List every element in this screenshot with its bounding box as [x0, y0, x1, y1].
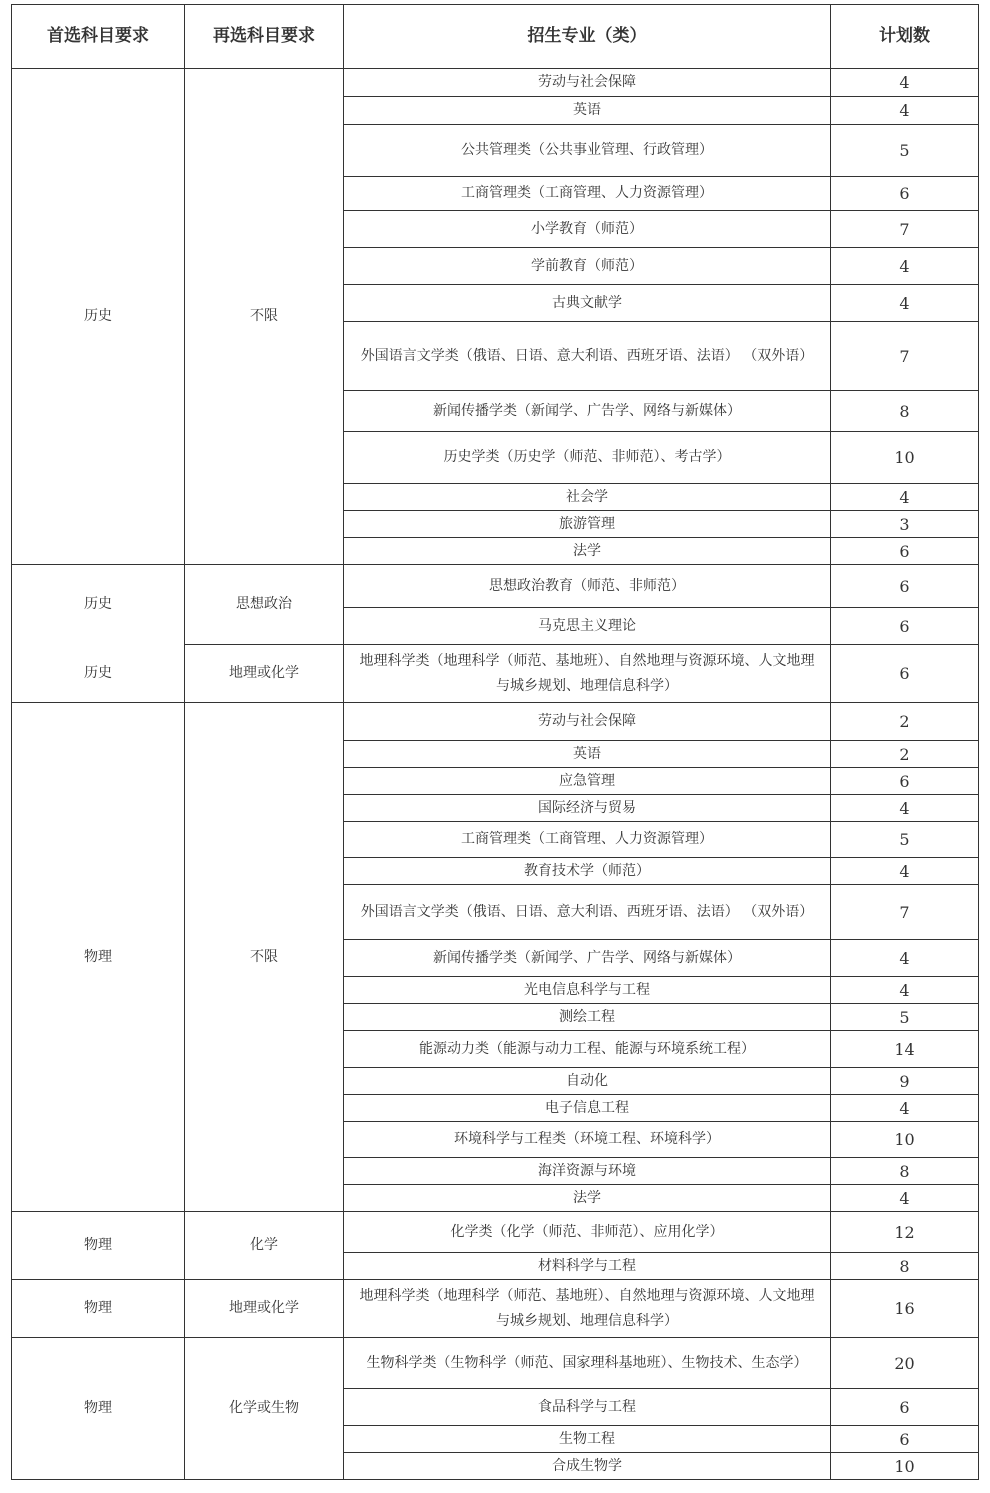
plan-count-cell: 4	[831, 248, 979, 285]
major-cell: 小学教育（师范）	[344, 211, 831, 248]
plan-count-cell: 16	[831, 1280, 979, 1338]
second-subject-cell: 地理或化学	[185, 1280, 344, 1338]
major-cell: 测绘工程	[344, 1004, 831, 1031]
major-cell: 国际经济与贸易	[344, 795, 831, 822]
header-major: 招生专业（类）	[344, 5, 831, 69]
plan-count-cell: 4	[831, 285, 979, 322]
major-cell: 能源动力类（能源与动力工程、能源与环境系统工程）	[344, 1031, 831, 1068]
major-cell: 历史学类（历史学（师范、非师范）、考古学）	[344, 432, 831, 484]
major-cell: 光电信息科学与工程	[344, 977, 831, 1004]
major-cell: 生物科学类（生物科学（师范、国家理科基地班）、生物技术、生态学）	[344, 1338, 831, 1389]
major-cell: 生物工程	[344, 1426, 831, 1453]
table-row	[12, 565, 979, 608]
plan-count-cell: 8	[831, 391, 979, 432]
major-cell: 合成生物学	[344, 1453, 831, 1480]
major-cell: 材料科学与工程	[344, 1253, 831, 1280]
plan-count-cell: 4	[831, 1095, 979, 1122]
admission-plan-table-container	[11, 4, 978, 1480]
major-cell: 学前教育（师范）	[344, 248, 831, 285]
plan-count-cell: 5	[831, 125, 979, 177]
plan-count-cell: 14	[831, 1031, 979, 1068]
plan-count-cell: 6	[831, 768, 979, 795]
plan-count-cell: 6	[831, 608, 979, 645]
first-subject-cell: 物理	[12, 1280, 185, 1338]
first-subject-cell: 历史	[12, 565, 185, 645]
plan-count-cell: 8	[831, 1158, 979, 1185]
header-first-subject: 首选科目要求	[12, 5, 185, 69]
first-subject-cell: 物理	[12, 1338, 185, 1480]
plan-count-cell: 4	[831, 940, 979, 977]
plan-count-cell: 6	[831, 177, 979, 211]
major-cell: 地理科学类（地理科学（师范、基地班）、自然地理与资源环境、人文地理与城乡规划、地理信息科学）	[344, 1280, 831, 1338]
major-cell: 食品科学与工程	[344, 1389, 831, 1426]
plan-count-cell: 4	[831, 97, 979, 125]
major-cell: 旅游管理	[344, 511, 831, 538]
admission-plan-table	[11, 4, 979, 1480]
plan-count-cell: 10	[831, 1453, 979, 1480]
plan-count-cell: 9	[831, 1068, 979, 1095]
second-subject-cell: 思想政治	[185, 565, 344, 645]
second-subject-cell: 地理或化学	[185, 645, 344, 703]
table-row	[12, 1212, 979, 1253]
first-subject-cell: 历史	[12, 645, 185, 703]
first-subject-cell: 物理	[12, 703, 185, 1212]
major-cell: 应急管理	[344, 768, 831, 795]
table-row	[12, 1338, 979, 1389]
second-subject-cell: 化学或生物	[185, 1338, 344, 1480]
major-cell: 马克思主义理论	[344, 608, 831, 645]
major-cell: 外国语言文学类（俄语、日语、意大利语、西班牙语、法语） （双外语）	[344, 322, 831, 391]
major-cell: 英语	[344, 741, 831, 768]
plan-count-cell: 4	[831, 795, 979, 822]
second-subject-cell: 不限	[185, 703, 344, 1212]
major-cell: 法学	[344, 538, 831, 565]
major-cell: 外国语言文学类（俄语、日语、意大利语、西班牙语、法语） （双外语）	[344, 885, 831, 940]
major-cell: 劳动与社会保障	[344, 703, 831, 741]
major-cell: 海洋资源与环境	[344, 1158, 831, 1185]
table-body	[12, 69, 979, 1480]
plan-count-cell: 6	[831, 538, 979, 565]
plan-count-cell: 4	[831, 977, 979, 1004]
header-plan-count: 计划数	[831, 5, 979, 69]
major-cell: 工商管理类（工商管理、人力资源管理）	[344, 822, 831, 858]
header-second-subject: 再选科目要求	[185, 5, 344, 69]
major-cell: 思想政治教育（师范、非师范）	[344, 565, 831, 608]
major-cell: 古典文献学	[344, 285, 831, 322]
major-cell: 电子信息工程	[344, 1095, 831, 1122]
plan-count-cell: 3	[831, 511, 979, 538]
plan-count-cell: 20	[831, 1338, 979, 1389]
major-cell: 环境科学与工程类（环境工程、环境科学）	[344, 1122, 831, 1158]
first-subject-cell: 历史	[12, 69, 185, 565]
table-row	[12, 703, 979, 741]
major-cell: 自动化	[344, 1068, 831, 1095]
major-cell: 化学类（化学（师范、非师范）、应用化学）	[344, 1212, 831, 1253]
second-subject-cell: 不限	[185, 69, 344, 565]
major-cell: 英语	[344, 97, 831, 125]
plan-count-cell: 12	[831, 1212, 979, 1253]
plan-count-cell: 10	[831, 1122, 979, 1158]
plan-count-cell: 7	[831, 211, 979, 248]
major-cell: 劳动与社会保障	[344, 69, 831, 97]
plan-count-cell: 2	[831, 703, 979, 741]
plan-count-cell: 6	[831, 565, 979, 608]
major-cell: 新闻传播学类（新闻学、广告学、网络与新媒体）	[344, 391, 831, 432]
plan-count-cell: 7	[831, 322, 979, 391]
plan-count-cell: 5	[831, 1004, 979, 1031]
plan-count-cell: 7	[831, 885, 979, 940]
table-row	[12, 645, 979, 703]
table-row	[12, 1280, 979, 1338]
major-cell: 法学	[344, 1185, 831, 1212]
plan-count-cell: 5	[831, 822, 979, 858]
plan-count-cell: 4	[831, 69, 979, 97]
second-subject-cell: 化学	[185, 1212, 344, 1280]
plan-count-cell: 4	[831, 484, 979, 511]
plan-count-cell: 4	[831, 1185, 979, 1212]
plan-count-cell: 6	[831, 1426, 979, 1453]
plan-count-cell: 8	[831, 1253, 979, 1280]
plan-count-cell: 2	[831, 741, 979, 768]
table-row	[12, 69, 979, 97]
first-subject-cell: 物理	[12, 1212, 185, 1280]
major-cell: 社会学	[344, 484, 831, 511]
table-header-row	[12, 5, 979, 69]
plan-count-cell: 6	[831, 1389, 979, 1426]
major-cell: 公共管理类（公共事业管理、行政管理）	[344, 125, 831, 177]
plan-count-cell: 10	[831, 432, 979, 484]
major-cell: 教育技术学（师范）	[344, 858, 831, 885]
major-cell: 新闻传播学类（新闻学、广告学、网络与新媒体）	[344, 940, 831, 977]
plan-count-cell: 4	[831, 858, 979, 885]
plan-count-cell: 6	[831, 645, 979, 703]
major-cell: 地理科学类（地理科学（师范、基地班）、自然地理与资源环境、人文地理与城乡规划、地理信息科学）	[344, 645, 831, 703]
major-cell: 工商管理类（工商管理、人力资源管理）	[344, 177, 831, 211]
